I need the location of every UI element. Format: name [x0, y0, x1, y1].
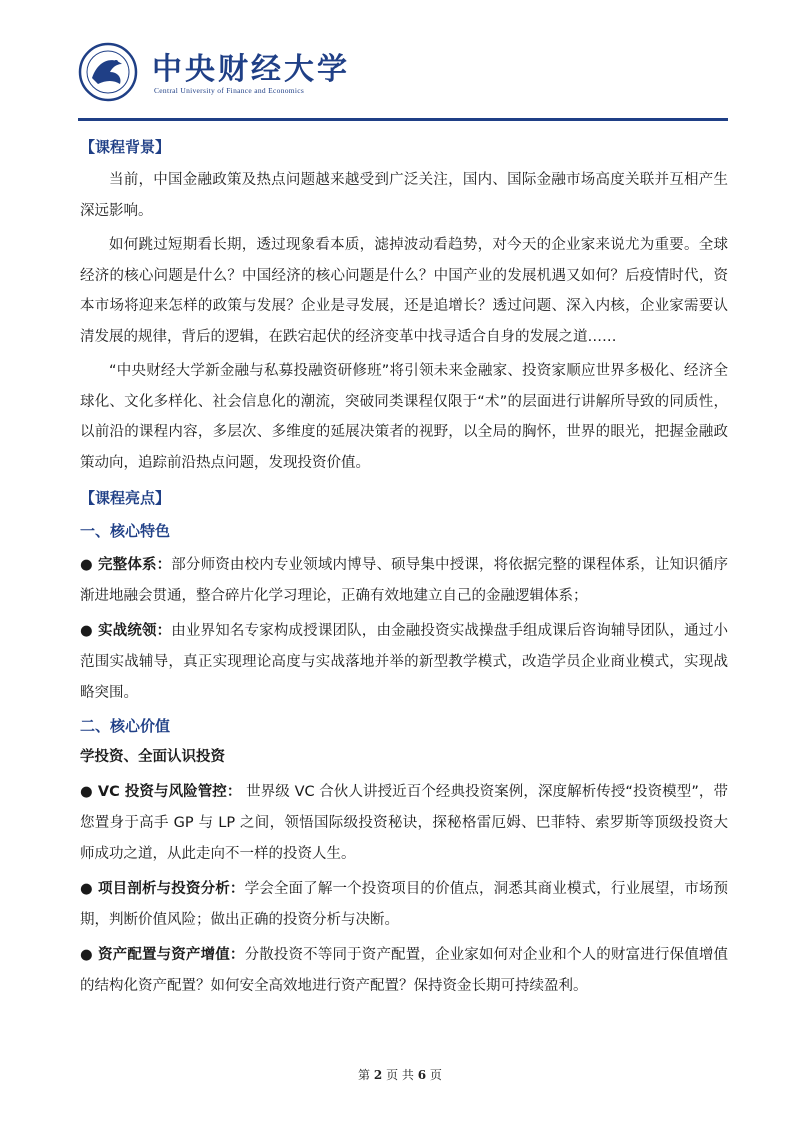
page-header — [78, 38, 728, 118]
bullet-text: 分散投资不等同于资产配置，企业家如何对企业和个人的财富进行保值增值的结构化资产配置？如何安全高效地进行资产配置？保持资金长期可持续盈利。 — [80, 947, 729, 994]
page-footer — [0, 1066, 800, 1083]
background-title: 【课程背景】 — [80, 138, 171, 156]
footer-prefix: 第 — [358, 1068, 371, 1082]
background-paragraph: 如何跳过短期看长期，透过现象看本质，滤掉波动看趋势，对今天的企业家来说尤为重要。全球经济的核心问题是什么？中国经济的核心问题是什么？中国产业的发展机遇又如何？后疫情时代，资本市场将迎来怎样的政策与发展？企业是寻发展，还是追增长？透过问题、深入内核，企业家需要认清发展的规律，背后的逻辑，在跌宕起伏的经济变革中找寻适合自身的发展之道…… — [80, 237, 728, 345]
bullet-item — [80, 940, 728, 1002]
bullet-term: ● 完整体系： — [80, 557, 172, 573]
bullet-item — [80, 874, 728, 936]
highlights-title: 【课程亮点】 — [80, 489, 171, 507]
background-paragraph: “中央财经大学新金融与私募投融资研修班”将引领未来金融家、投资家顺应世界多极化、经济全球化、文化多样化、社会信息化的潮流，突破同类课程仅限于“术”的层面进行讲解所导致的同质性，以前沿的课程内容，多层次、多维度的延展决策者的视野，以全局的胸怀，世界的眼光，把握金融政策动向，追踪前沿热点问题，发现投资价值。 — [80, 363, 728, 471]
section-title: 一、核心特色 — [80, 522, 171, 540]
university-name-en: Central University of Finance and Economics — [154, 86, 305, 95]
bullet-term: ● 资产配置与资产增值： — [80, 947, 245, 963]
bullet-text: 学会全面了解一个投资项目的价值点，洞悉其商业模式，行业展望，市场预期，判断价值风险；做出正确的投资分析与决断。 — [80, 881, 729, 928]
bullet-text: 部分师资由校内专业领域内博导、硕导集中授课，将依据完整的课程体系，让知识循序渐进地融会贯通，整合碎片化学习理论，正确有效地建立自己的金融逻辑体系； — [80, 557, 728, 604]
bullet-item — [80, 616, 728, 709]
background-paragraph: 当前，中国金融政策及热点问题越来越受到广泛关注，国内、国际金融市场高度关联并互相产生深远影响。 — [80, 172, 728, 219]
bullet-text: 世界级 VC 合伙人讲授近百个经典投资案例，深度解析传授“投资模型”，带您置身于高手 GP 与 LP 之间，领悟国际级投资秘诀，探秘格雷厄姆、巴菲特、索罗斯等顶级投资大师成功之道，从此走向不一样的投资人生。 — [80, 784, 728, 862]
header-divider — [78, 118, 728, 121]
section-title: 二、核心价值 — [80, 717, 171, 735]
bullet-term: ● 项目剖析与投资分析： — [80, 881, 245, 897]
footer-page-number: 2 — [373, 1068, 383, 1082]
university-name-cn: 中央财经大学 — [152, 52, 350, 87]
bullet-item — [80, 550, 728, 612]
bullet-item — [80, 777, 728, 870]
bullet-term: ● 实战统领： — [80, 623, 172, 639]
footer-total-pages: 6 — [417, 1068, 427, 1082]
document-body — [80, 133, 728, 1004]
bullet-term: ● VC 投资与风险管控： — [80, 784, 242, 800]
footer-suffix: 页 — [429, 1068, 442, 1082]
university-seal-icon — [78, 42, 138, 102]
bullet-text: 由业界知名专家构成授课团队，由金融投资实战操盘手组成课后咨询辅导团队，通过小范围实战辅导，真正实现理论高度与实战落地并举的新型教学模式，改造学员企业商业模式，实现战略突围。 — [80, 623, 728, 701]
section-subheading: 学投资、全面认识投资 — [80, 749, 225, 765]
footer-middle: 页 共 — [386, 1068, 414, 1082]
